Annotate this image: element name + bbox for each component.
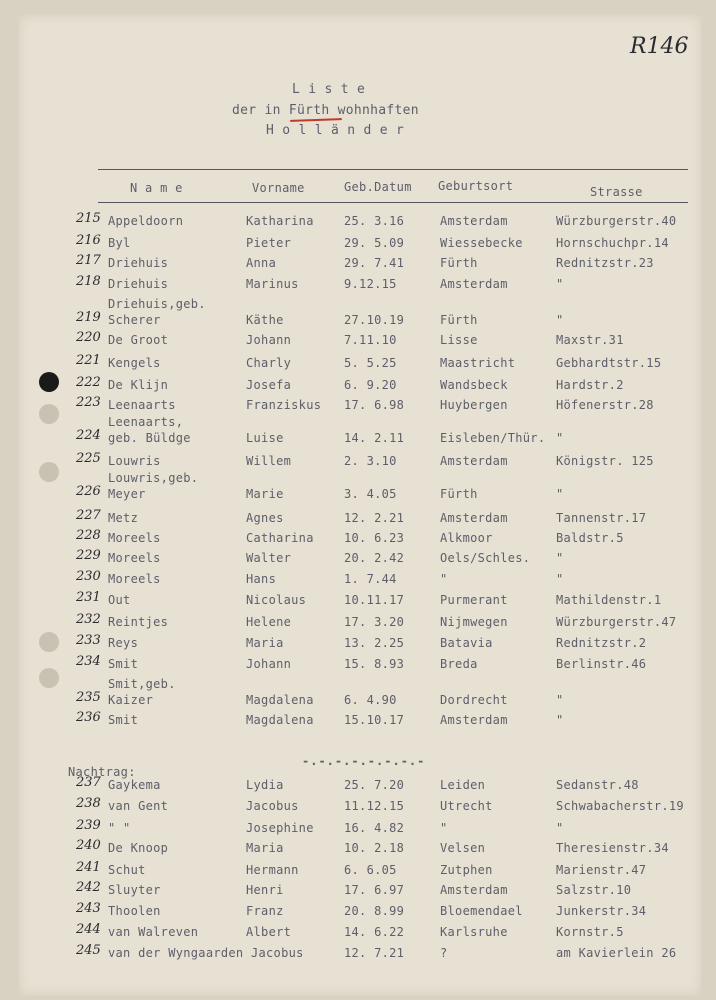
- first-name: Helene: [246, 615, 292, 629]
- first-name: Charly: [246, 356, 292, 370]
- handwritten-entry-number: 244: [76, 922, 101, 937]
- birth-place: Purmerant: [440, 593, 508, 607]
- surname: Louwris: [108, 454, 161, 468]
- birth-date: 15. 8.93: [344, 657, 405, 671]
- surname: Sluyter: [108, 883, 161, 897]
- birth-date: 10. 6.23: [344, 531, 405, 545]
- birth-place: Wandsbeck: [440, 378, 508, 392]
- street-address: Kornstr.5: [556, 925, 624, 939]
- street-address: ": [556, 572, 564, 586]
- surname: Smit: [108, 657, 139, 671]
- handwritten-entry-number: 218: [76, 274, 101, 289]
- birth-place: ": [440, 821, 448, 835]
- title-line-1: L i s t e: [292, 82, 366, 97]
- surname: van Gent: [108, 799, 169, 813]
- table-row: [0, 818, 716, 841]
- birth-place: Batavia: [440, 636, 493, 650]
- birth-date: 7.11.10: [344, 333, 397, 347]
- handwritten-entry-number: 236: [76, 710, 101, 725]
- first-name: Pieter: [246, 236, 292, 250]
- first-name: Hans: [246, 572, 277, 586]
- surname: Meyer: [108, 487, 146, 501]
- table-row: [0, 612, 716, 635]
- handwritten-entry-number: 217: [76, 253, 101, 268]
- surname: De Groot: [108, 333, 169, 347]
- first-name: Luise: [246, 431, 284, 445]
- birth-place: Maastricht: [440, 356, 516, 370]
- birth-date: 3. 4.05: [344, 487, 397, 501]
- birth-place: Lisse: [440, 333, 478, 347]
- handwritten-entry-number: 239: [76, 818, 101, 833]
- table-row: [0, 775, 716, 798]
- birth-place: Alkmoor: [440, 531, 493, 545]
- first-name: Albert: [246, 925, 292, 939]
- street-address: ": [556, 713, 564, 727]
- table-row: [0, 633, 716, 656]
- birth-place: Amsterdam: [440, 511, 508, 525]
- street-address: Marienstr.47: [556, 863, 647, 877]
- birth-date: 27.10.19: [344, 313, 405, 327]
- handwritten-entry-number: 233: [76, 633, 101, 648]
- surname: Appeldoorn: [108, 214, 184, 228]
- birth-place: Utrecht: [440, 799, 493, 813]
- handwritten-entry-number: 230: [76, 569, 101, 584]
- table-row: [0, 796, 716, 819]
- addendum-label: Nachtrag:: [68, 765, 136, 779]
- table-row: [0, 710, 716, 733]
- table-row: [0, 880, 716, 903]
- surname: Schut: [108, 863, 146, 877]
- birth-date: 20. 8.99: [344, 904, 405, 918]
- handwritten-entry-number: 238: [76, 796, 101, 811]
- handwritten-entry-number: 234: [76, 654, 101, 669]
- street-address: Sedanstr.48: [556, 778, 639, 792]
- surname: Moreels: [108, 572, 161, 586]
- section-separator: -.-.-.-.-.-.-.-: [302, 754, 426, 768]
- handwritten-entry-number: 215: [76, 211, 101, 226]
- table-row: [0, 253, 716, 276]
- surname: Driehuis: [108, 277, 169, 291]
- birth-date: 25. 3.16: [344, 214, 405, 228]
- birth-place: Dordrecht: [440, 693, 508, 707]
- handwritten-entry-number: 219: [76, 310, 101, 325]
- first-name: Henri: [246, 883, 284, 897]
- first-name: Magdalena: [246, 713, 314, 727]
- surname: De Klijn: [108, 378, 169, 392]
- first-name: Walter: [246, 551, 292, 565]
- table-row: [0, 274, 716, 297]
- first-name: Käthe: [246, 313, 284, 327]
- table-row: [0, 508, 716, 531]
- birth-date: 17. 6.97: [344, 883, 405, 897]
- first-name: Josefa: [246, 378, 292, 392]
- handwritten-entry-number: 222: [76, 375, 101, 390]
- birth-place: Huybergen: [440, 398, 508, 412]
- first-name: Johann: [246, 657, 292, 671]
- birth-date: 13. 2.25: [344, 636, 405, 650]
- surname-line-1: Louwris,geb.: [108, 471, 199, 485]
- handwritten-entry-number: 229: [76, 548, 101, 563]
- street-address: Würzburgerstr.40: [556, 214, 677, 228]
- table-row: [0, 297, 716, 333]
- first-name: Josephine: [246, 821, 314, 835]
- birth-place: Eisleben/Thür.: [440, 431, 546, 445]
- surname: Gaykema: [108, 778, 161, 792]
- street-address: Höfenerstr.28: [556, 398, 654, 412]
- street-address: Berlinstr.46: [556, 657, 647, 671]
- table-row: [0, 353, 716, 376]
- first-name: Catharina: [246, 531, 314, 545]
- birth-date: 12. 7.21: [344, 946, 405, 960]
- table-row: [0, 471, 716, 507]
- surname: van Walreven: [108, 925, 199, 939]
- handwritten-entry-number: 226: [76, 484, 101, 499]
- birth-place: Fürth: [440, 487, 478, 501]
- handwritten-entry-number: 241: [76, 860, 101, 875]
- table-row: [0, 375, 716, 398]
- street-address: Hornschuchpr.14: [556, 236, 669, 250]
- surname: Kengels: [108, 356, 161, 370]
- street-address: Schwabacherstr.19: [556, 799, 684, 813]
- birth-date: 11.12.15: [344, 799, 405, 813]
- table-row: [0, 943, 716, 966]
- street-address: ": [556, 277, 564, 291]
- first-name: Anna: [246, 256, 277, 270]
- birth-place: Bloemendael: [440, 904, 523, 918]
- handwritten-entry-number: 232: [76, 612, 101, 627]
- table-row: [0, 860, 716, 883]
- column-header-street: Strasse: [590, 185, 643, 199]
- birth-place: Velsen: [440, 841, 486, 855]
- birth-place: Oels/Schles.: [440, 551, 531, 565]
- birth-place: Karlsruhe: [440, 925, 508, 939]
- birth-date: 29. 7.41: [344, 256, 405, 270]
- handwritten-entry-number: 224: [76, 428, 101, 443]
- street-address: Mathildenstr.1: [556, 593, 662, 607]
- birth-date: 9.12.15: [344, 277, 397, 291]
- first-name: Marie: [246, 487, 284, 501]
- surname: Scherer: [108, 313, 161, 327]
- surname: Leenaarts: [108, 398, 176, 412]
- birth-place: Leiden: [440, 778, 486, 792]
- birth-date: 10.11.17: [344, 593, 405, 607]
- handwritten-entry-number: 237: [76, 775, 101, 790]
- street-address: ": [556, 821, 564, 835]
- surname: van der Wyngaarden Jacobus: [108, 946, 304, 960]
- surname-line-1: Smit,geb.: [108, 677, 176, 691]
- birth-place: Nijmwegen: [440, 615, 508, 629]
- table-row: [0, 838, 716, 861]
- street-address: Theresienstr.34: [556, 841, 669, 855]
- surname: Out: [108, 593, 131, 607]
- surname: Moreels: [108, 531, 161, 545]
- surname: Thoolen: [108, 904, 161, 918]
- handwritten-entry-number: 220: [76, 330, 101, 345]
- first-name: Jacobus: [246, 799, 299, 813]
- surname: De Knoop: [108, 841, 169, 855]
- archive-reference: R146: [630, 34, 689, 59]
- surname: Moreels: [108, 551, 161, 565]
- street-address: Würzburgerstr.47: [556, 615, 677, 629]
- first-name: Magdalena: [246, 693, 314, 707]
- street-address: Baldstr.5: [556, 531, 624, 545]
- table-row: [0, 590, 716, 613]
- street-address: Tannenstr.17: [556, 511, 647, 525]
- birth-date: 1. 7.44: [344, 572, 397, 586]
- street-address: Maxstr.31: [556, 333, 624, 347]
- first-name: Johann: [246, 333, 292, 347]
- surname: Kaizer: [108, 693, 154, 707]
- birth-place: Amsterdam: [440, 454, 508, 468]
- birth-date: 12. 2.21: [344, 511, 405, 525]
- table-row: [0, 654, 716, 677]
- birth-date: 14. 2.11: [344, 431, 405, 445]
- handwritten-entry-number: 231: [76, 590, 101, 605]
- birth-place: Fürth: [440, 256, 478, 270]
- street-address: Junkerstr.34: [556, 904, 647, 918]
- handwritten-entry-number: 221: [76, 353, 101, 368]
- surname: Reys: [108, 636, 139, 650]
- table-row: [0, 677, 716, 713]
- handwritten-entry-number: 227: [76, 508, 101, 523]
- title-line-3: H o l l ä n d e r: [266, 123, 405, 138]
- birth-place: Breda: [440, 657, 478, 671]
- birth-date: 6. 6.05: [344, 863, 397, 877]
- table-row: [0, 211, 716, 234]
- column-header-name: N a m e: [130, 181, 183, 195]
- table-row: [0, 922, 716, 945]
- first-name: Franz: [246, 904, 284, 918]
- birth-date: 10. 2.18: [344, 841, 405, 855]
- title-line-2: der in Fürth wohnhaften: [232, 103, 419, 118]
- first-name: Nicolaus: [246, 593, 307, 607]
- first-name: Maria: [246, 841, 284, 855]
- birth-place: Amsterdam: [440, 214, 508, 228]
- column-header-birthdate: Geb.Datum: [344, 180, 412, 194]
- surname: Smit: [108, 713, 139, 727]
- first-name: Agnes: [246, 511, 284, 525]
- street-address: Gebhardtstr.15: [556, 356, 662, 370]
- column-header-birthplace: Geburtsort: [438, 179, 514, 193]
- column-header-firstname: Vorname: [252, 181, 305, 195]
- surname: Reintjes: [108, 615, 169, 629]
- first-name: Willem: [246, 454, 292, 468]
- first-name: Hermann: [246, 863, 299, 877]
- street-address: ": [556, 551, 564, 565]
- first-name: Maria: [246, 636, 284, 650]
- table-row: [0, 548, 716, 571]
- street-address: Rednitzstr.2: [556, 636, 647, 650]
- handwritten-entry-number: 242: [76, 880, 101, 895]
- birth-date: 16. 4.82: [344, 821, 405, 835]
- table-row: [0, 233, 716, 256]
- handwritten-entry-number: 243: [76, 901, 101, 916]
- street-address: ": [556, 693, 564, 707]
- table-row: [0, 415, 716, 451]
- birth-date: 6. 9.20: [344, 378, 397, 392]
- first-name: Franziskus: [246, 398, 322, 412]
- birth-place: Wiessebecke: [440, 236, 523, 250]
- street-address: Königstr. 125: [556, 454, 654, 468]
- surname: Byl: [108, 236, 131, 250]
- birth-place: Amsterdam: [440, 277, 508, 291]
- birth-place: ": [440, 572, 448, 586]
- first-name: Lydia: [246, 778, 284, 792]
- birth-place: ?: [440, 946, 448, 960]
- birth-place: Amsterdam: [440, 883, 508, 897]
- handwritten-entry-number: 225: [76, 451, 101, 466]
- birth-place: Amsterdam: [440, 713, 508, 727]
- surname: Metz: [108, 511, 139, 525]
- birth-date: 15.10.17: [344, 713, 405, 727]
- surname-line-1: Driehuis,geb.: [108, 297, 206, 311]
- street-address: ": [556, 313, 564, 327]
- first-name: Marinus: [246, 277, 299, 291]
- birth-place: Zutphen: [440, 863, 493, 877]
- street-address: am Kavierlein 26: [556, 946, 677, 960]
- handwritten-entry-number: 240: [76, 838, 101, 853]
- birth-date: 17. 6.98: [344, 398, 405, 412]
- street-address: ": [556, 431, 564, 445]
- table-row: [0, 330, 716, 353]
- birth-place: Fürth: [440, 313, 478, 327]
- table-row: [0, 569, 716, 592]
- street-address: Hardstr.2: [556, 378, 624, 392]
- birth-date: 14. 6.22: [344, 925, 405, 939]
- handwritten-entry-number: 216: [76, 233, 101, 248]
- handwritten-entry-number: 228: [76, 528, 101, 543]
- birth-date: 25. 7.20: [344, 778, 405, 792]
- birth-date: 6. 4.90: [344, 693, 397, 707]
- surname: Driehuis: [108, 256, 169, 270]
- birth-date: 5. 5.25: [344, 356, 397, 370]
- birth-date: 17. 3.20: [344, 615, 405, 629]
- first-name: Katharina: [246, 214, 314, 228]
- birth-date: 20. 2.42: [344, 551, 405, 565]
- handwritten-entry-number: 235: [76, 690, 101, 705]
- surname: " ": [108, 821, 131, 835]
- surname: geb. Büldge: [108, 431, 191, 445]
- handwritten-entry-number: 223: [76, 395, 101, 410]
- handwritten-entry-number: 245: [76, 943, 101, 958]
- birth-date: 2. 3.10: [344, 454, 397, 468]
- birth-date: 29. 5.09: [344, 236, 405, 250]
- street-address: Salzstr.10: [556, 883, 632, 897]
- table-row: [0, 528, 716, 551]
- street-address: Rednitzstr.23: [556, 256, 654, 270]
- street-address: ": [556, 487, 564, 501]
- surname-line-1: Leenaarts,: [108, 415, 184, 429]
- table-row: [0, 901, 716, 924]
